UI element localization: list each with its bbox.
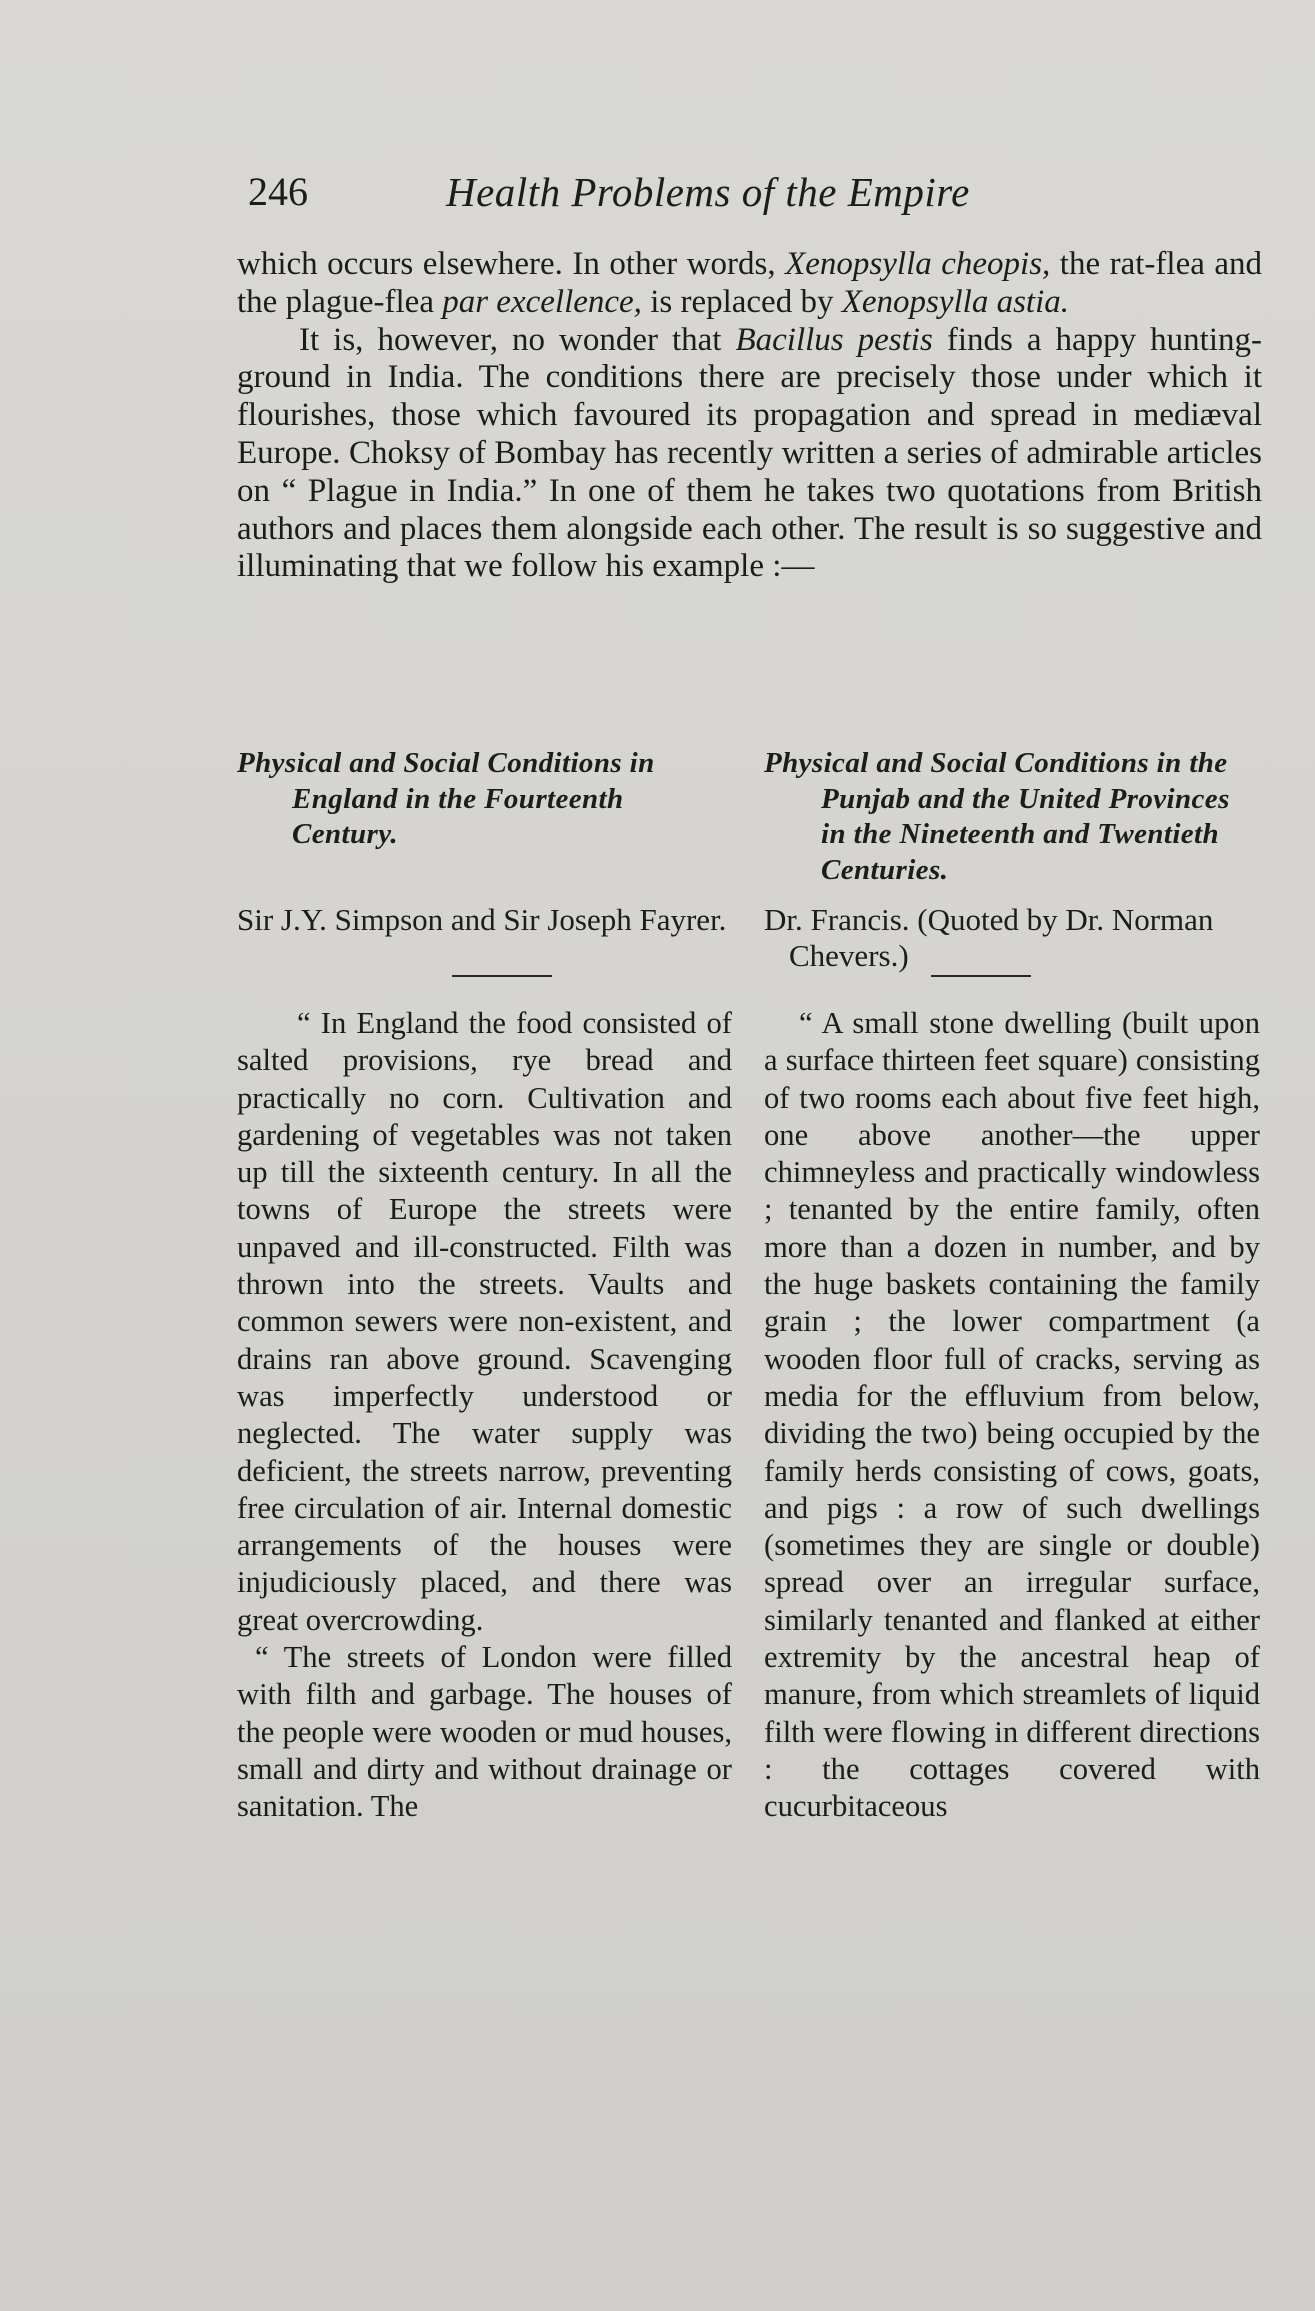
right-column-heading: Physical and Social Conditions in the Punjab and the United Provinces in the Nineteenth and Twentieth Centuries.	[764, 747, 1230, 886]
species-name: Xenopsylla astia.	[841, 283, 1070, 320]
intro-paragraph-2: It is, however, no wonder that Bacillus pestis finds a happy hunting-ground in India. The conditions there are precisely those under which it flourishes, those which favoured its propagation and spread in mediæval Europe. Choksy of Bombay has recently written a series of admirable articles on “ Plague in India.” In one of them he takes two quotations from British authors and places them alongside each other. The result is so suggestive and illuminating that we follow his example :—	[237, 321, 1262, 585]
running-title: Health Problems of the Empire	[446, 169, 970, 215]
left-quote-paragraph-2: “ The streets of London were filled with filth and garbage. The houses of the people were wooden or mud houses, small and dirty and without drainage or sanitation. The	[237, 1640, 732, 1824]
species-name: Xenopsylla cheopis,	[785, 246, 1051, 282]
right-column-quote	[764, 1005, 1260, 1826]
left-column-quote	[237, 1005, 732, 1826]
bacillus-name: Bacillus pestis	[735, 321, 933, 358]
page-header	[248, 168, 1078, 228]
intro-paragraph-1: which occurs elsewhere. In other words, Xenopsylla cheopis, the rat-flea and the plague-flea par excellence, is replaced by Xenopsylla astia.	[237, 246, 1263, 320]
left-quote-paragraph-1: “ In England the food consisted of salted provisions, rye bread and practically no corn. Cultivation and gardening of vegetables was not taken up till the sixteenth century. In all the towns of Europe the streets were unpaved and ill-constructed. Filth was thrown into the streets. Vaults and common sewers were non-existent, and drains ran above ground. Scavenging was imperfectly understood or neglected. The water supply was deficient, the streets narrow, preventing free circulation of air. Internal domestic arrangements of the houses were injudiciously placed, and there was great overcrowding.	[237, 1006, 732, 1637]
left-column-heading: Physical and Social Conditions in England in the Fourteenth Century.	[237, 747, 655, 850]
left-column	[237, 746, 732, 1824]
right-column-attribution: Dr. Francis. (Quoted by Dr. Norman Chevers.)	[764, 902, 1214, 973]
right-divider	[931, 975, 1031, 977]
intro-text	[237, 246, 1262, 586]
right-column	[764, 746, 1260, 1824]
left-divider	[452, 975, 552, 977]
page-number: 246	[248, 169, 308, 214]
latin-phrase: par excellence,	[442, 283, 642, 320]
right-quote-paragraph-1: “ A small stone dwelling (built upon a surface thirteen feet square) consisting of two rooms each about five feet high, one above another—the upper chimneyless and practically windowless ; tenanted by the entire family, often more than a dozen in number, and by the huge baskets containing the family grain ; the lower compartment (a wooden floor full of cracks, serving as media for the effluvium from below, dividing the two) being occupied by the family herds consisting of cows, goats, and pigs : a row of such dwellings (sometimes they are single or double) spread over an irregular surface, similarly tenanted and flanked at either extremity by the ancestral heap of manure, from which streamlets of liquid filth were flowing in different directions : the cottages covered with cucurbitaceous	[764, 1006, 1260, 1824]
left-column-attribution: Sir J.Y. Simpson and Sir Joseph Fayrer.	[237, 902, 727, 937]
